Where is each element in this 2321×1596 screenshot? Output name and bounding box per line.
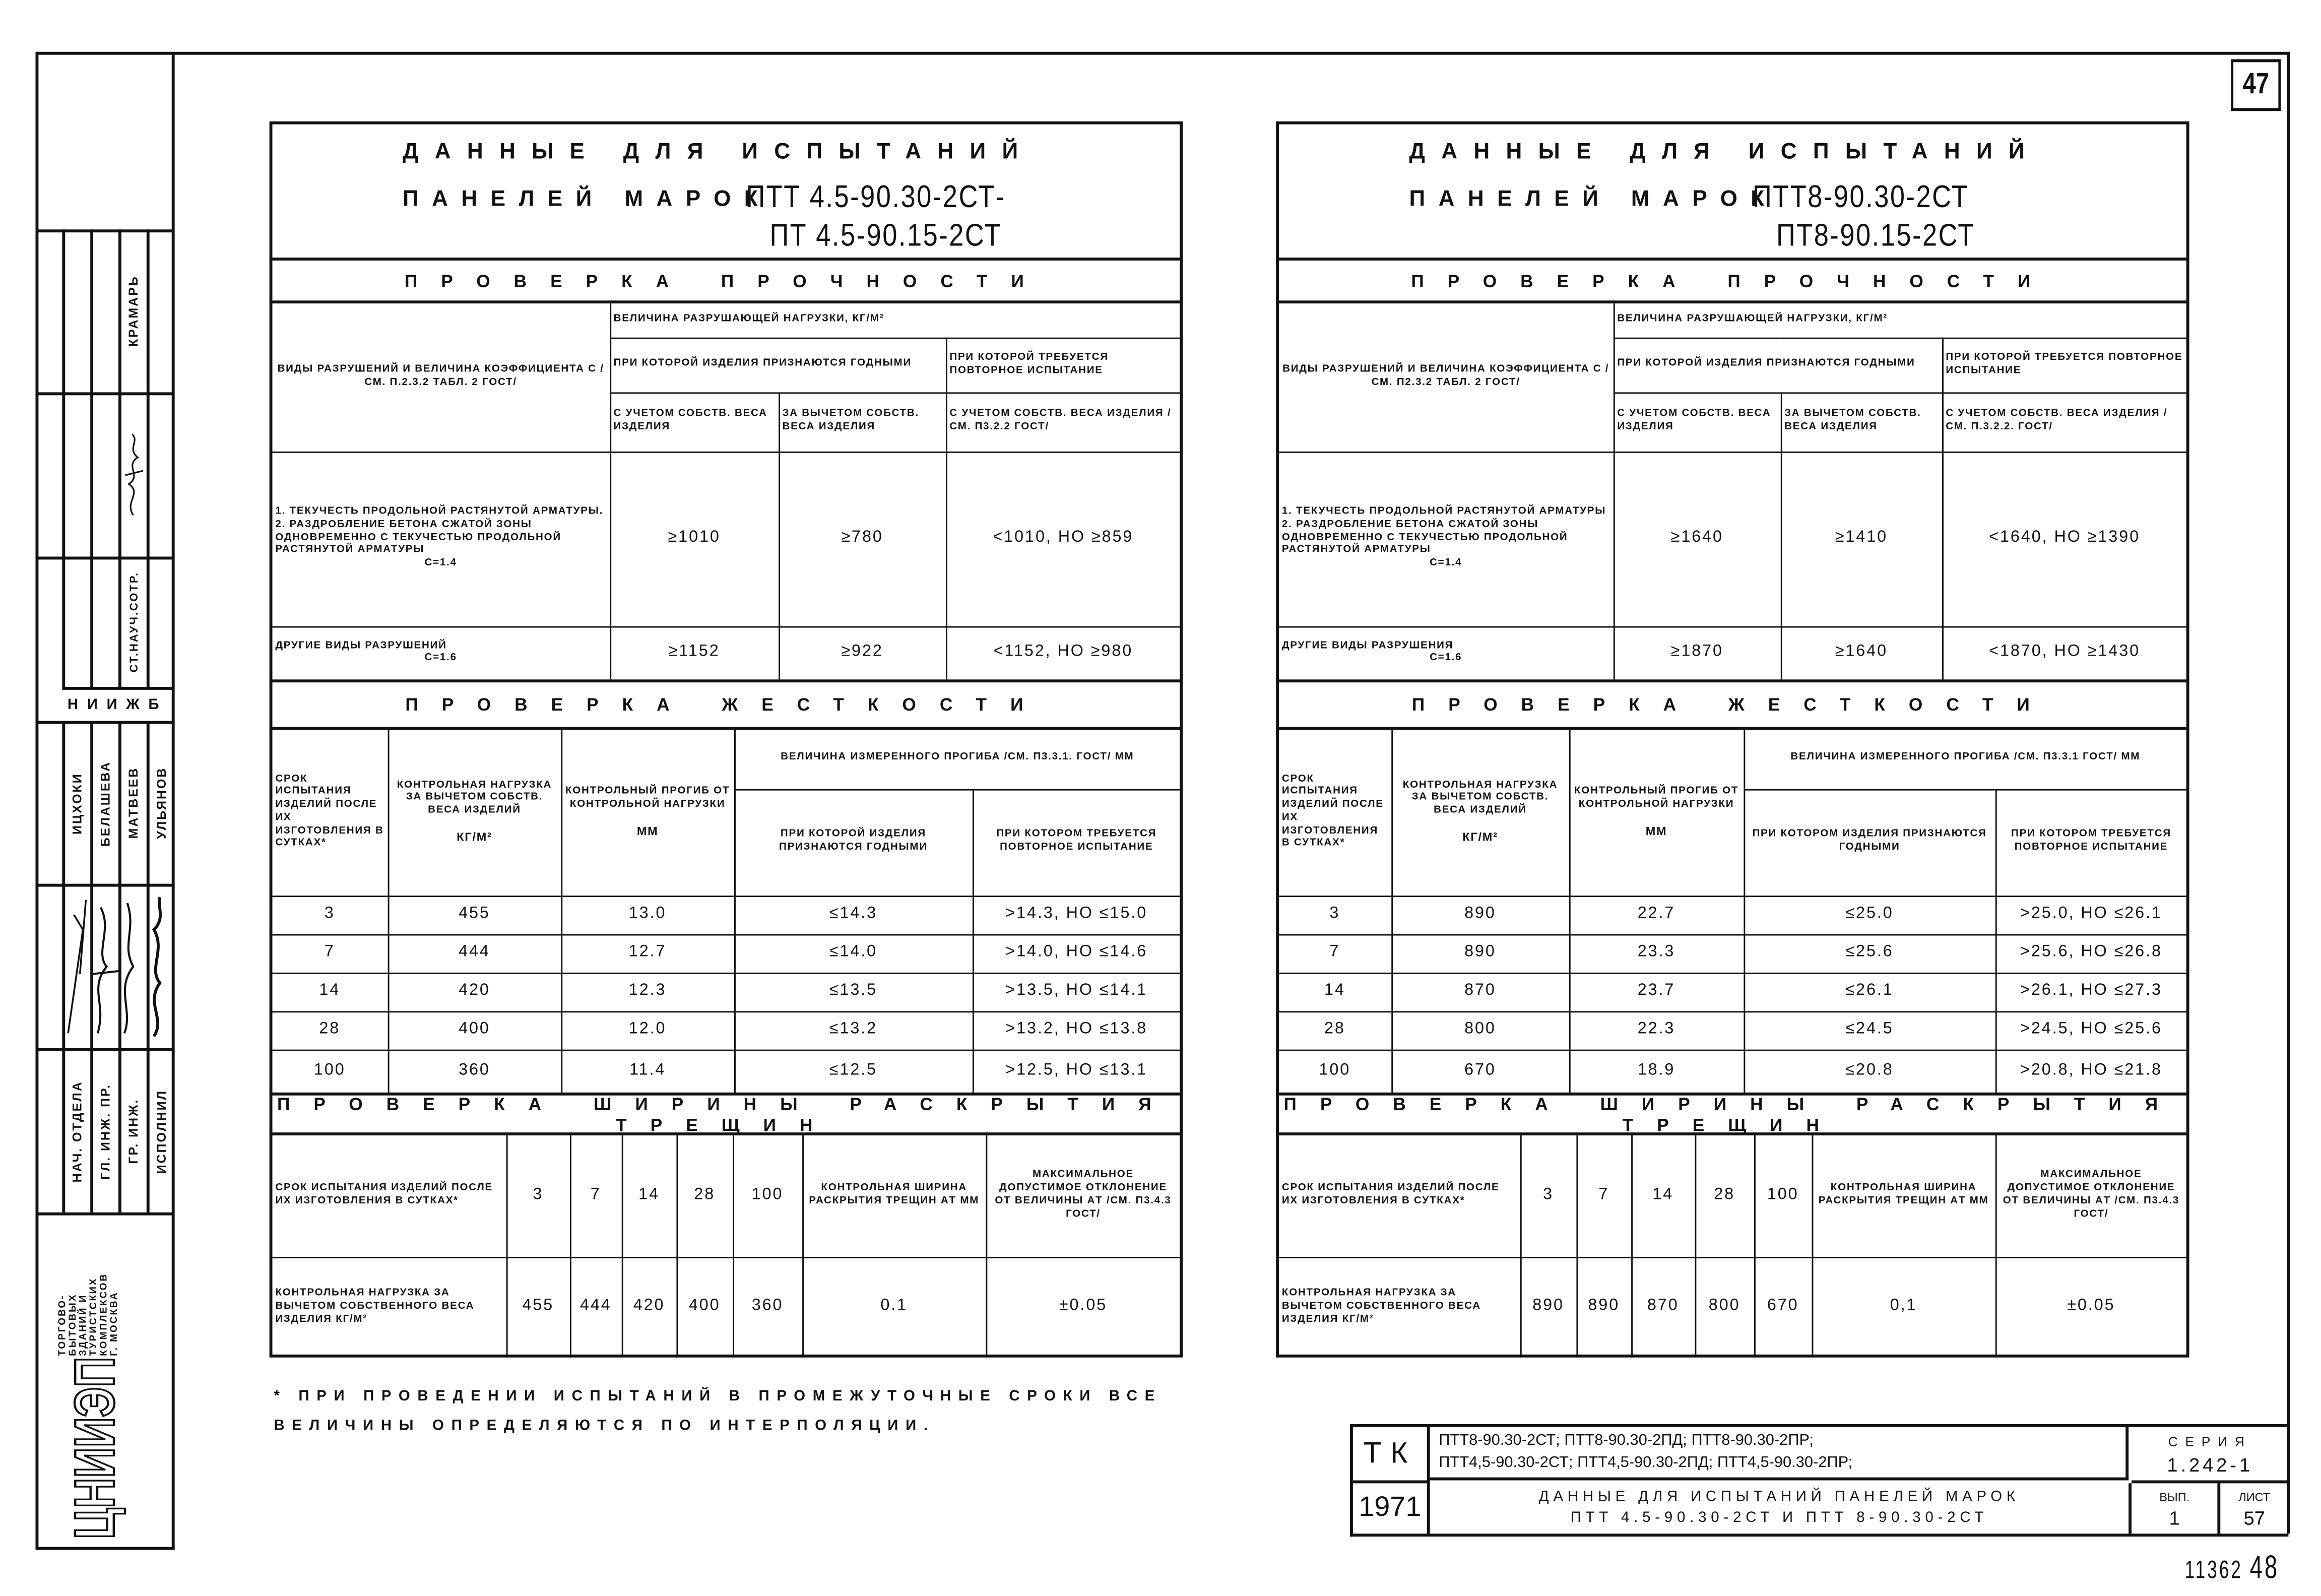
stiffness-table-wrap [1279, 730, 2186, 1096]
stiffness-deflection-value: 22.3 [1569, 1011, 1744, 1049]
test-age-value: 28 [1695, 1135, 1754, 1257]
test-age-value: 7 [1576, 1135, 1631, 1257]
stamp-name: БЕЛАШЕВА [97, 760, 113, 846]
stiffness-age-value: 7 [273, 934, 388, 973]
retest-value: <1010, НО ≥859 [946, 452, 1180, 626]
stiffness-age-value: 7 [1279, 934, 1391, 973]
stamp-name-kramar: КРАМАРЬ [125, 276, 141, 348]
stiffness-age-value: 14 [1279, 973, 1391, 1011]
title-block-sheet-title-line1: ДАННЫЕ ДЛЯ ИСПЫТАНИЙ ПАНЕЛЕЙ МАРОК [1538, 1489, 2020, 1506]
stamp-position: НАЧ. ОТДЕЛА [69, 1080, 84, 1182]
panel-title-mark2: ПТ8-90.15-2СТ [1776, 219, 1975, 253]
stiffness-retest-value: >12.5, НО ≤13.1 [973, 1050, 1180, 1093]
failure-types-header: ВИДЫ РАЗРУШЕНИЙ И ВЕЛИЧИНА КОЭФФИЦИЕНТА С /СМ. П.2.3.2 ТАБЛ. 2 ГОСТ/ [273, 303, 610, 452]
failure-type-cell [273, 452, 610, 626]
measured-deflection-header: ВЕЛИЧИНА ИЗМЕРЕННОГО ПРОГИБА /СМ. П3.3.1 ГОСТ/ ММ [1744, 730, 2186, 789]
issue-label: ВЫП. [2159, 1491, 2190, 1504]
control-load-label: КОНТРОЛЬНАЯ НАГРУЗКА ЗА ВЫЧЕТОМ СОБСТВЕННОГО ВЕСА ИЗДЕЛИЯ КГ/М² [273, 1257, 506, 1358]
stiffness-load-value: 800 [1391, 1011, 1569, 1049]
org-line: ТУРИСТСКИХ [89, 1277, 99, 1356]
panel-ptt8 [1276, 121, 2189, 1358]
control-deflection-header-cell [561, 730, 734, 896]
cracks-row [273, 1257, 1180, 1358]
stiffness-table [273, 730, 1180, 1093]
control-load-header-cell [1391, 730, 1569, 896]
without-own-weight-value: ≥1640 [1781, 626, 1942, 680]
with-own-weight-value: ≥1870 [1614, 626, 1781, 680]
cracks-heading: ПРОВЕРКА ШИРИНЫ РАСКРЫТИЯ ТРЕЩИН [1279, 1096, 2186, 1135]
test-age-header: СРОК ИСПЫТАНИЯ ИЗДЕЛИЙ ПОСЛЕ ИХ ИЗГОТОВЛЕНИЯ В СУТКАХ* [1279, 1135, 1520, 1257]
header-row [273, 730, 1180, 789]
accepted-header: ПРИ КОТОРОЙ ИЗДЕЛИЯ ПРИЗНАЮТСЯ ГОДНЫМИ [610, 338, 946, 393]
header-row [1279, 730, 2186, 789]
org-line: Г. МОСКВА [109, 1291, 120, 1356]
header-row [1279, 303, 2186, 338]
failure-type-cell [1279, 626, 1614, 680]
retest-header: ПРИ КОТОРОЙ ТРЕБУЕТСЯ ПОВТОРНОЕ ИСПЫТАНИЕ [946, 338, 1180, 393]
stiffness-deflection-value: 23.7 [1569, 973, 1744, 1011]
panel-title-line1: ДАННЫЕ ДЛЯ ИСПЫТАНИЙ [1409, 139, 2041, 165]
without-own-weight-header: ЗА ВЫЧЕТОМ СОБСТВ. ВЕСА ИЗДЕЛИЯ [1781, 392, 1942, 452]
frame-right-line [2287, 52, 2290, 1534]
stiffness-row [273, 934, 1180, 973]
stiffness-heading: ПРОВЕРКА ЖЕСТКОСТИ [273, 682, 1180, 730]
test-age-value: 28 [676, 1135, 733, 1257]
stiffness-age-value: 3 [1279, 896, 1391, 934]
stiffness-accepted-value: ≤25.6 [1744, 934, 1995, 973]
stiffness-age-value: 100 [1279, 1050, 1391, 1093]
org-line: БЫТОВЫХ [68, 1293, 79, 1356]
test-age-value: 3 [506, 1135, 570, 1257]
coefficient-c: С=1.4 [424, 558, 457, 569]
sheet-number: 47 [2231, 59, 2281, 111]
stiffness-row [1279, 896, 2186, 934]
stiffness-accepted-value: ≤24.5 [1744, 1011, 1995, 1049]
strength-table-wrap [273, 303, 1180, 682]
strength-row [1279, 626, 2186, 680]
stiffness-load-value: 890 [1391, 934, 1569, 973]
signatures-icon [62, 885, 173, 1048]
cracks-table-wrap [1279, 1135, 2186, 1358]
measured-deflection-header: ВЕЛИЧИНА ИЗМЕРЕННОГО ПРОГИБА /СМ. П3.3.1. ГОСТ/ ММ [734, 730, 1180, 789]
stiffness-load-value: 360 [388, 1050, 561, 1093]
control-deflection-header-cell [1569, 730, 1744, 896]
approval-stamp [37, 53, 173, 1549]
stiffness-age-value: 100 [273, 1050, 388, 1093]
archive-page: 48 [2249, 1548, 2280, 1586]
stiffness-row [273, 1050, 1180, 1093]
signature [120, 394, 147, 556]
stiffness-accepted-value: ≤12.5 [734, 1050, 973, 1093]
strength-row [1279, 452, 2186, 626]
stiffness-deflection-value: 23.3 [1569, 934, 1744, 973]
with-own-weight-value: ≥1640 [1614, 452, 1781, 626]
stiffness-age-value: 28 [1279, 1011, 1391, 1049]
issue-value: 1 [2169, 1507, 2180, 1529]
stiffness-deflection-value: 18.9 [1569, 1050, 1744, 1093]
stiffness-accepted-value: ≤14.0 [734, 934, 973, 973]
retest-value: <1870, НО ≥1430 [1942, 626, 2186, 680]
stiffness-load-value: 890 [1391, 896, 1569, 934]
panel-title [273, 124, 1180, 261]
org-line: ТОРГОВО- [57, 1294, 69, 1356]
control-load-value: 890 [1576, 1257, 1631, 1358]
strength-table-wrap [1279, 303, 2186, 682]
stamp-position-senior-researcher: СТ.НАУЧ.СОТР. [126, 571, 140, 673]
control-deflection-header: КОНТРОЛЬНЫЙ ПРОГИБ ОТ КОНТРОЛЬНОЙ НАГРУЗКИ [565, 786, 730, 810]
cracks-heading: ПРОВЕРКА ШИРИНЫ РАСКРЫТИЯ ТРЕЩИН [273, 1096, 1180, 1135]
coefficient-c: С=1.6 [1430, 653, 1462, 664]
title-block-sheet-title-line2: ПТТ 4.5-90.30-2СТ И ПТТ 8-90.30-2СТ [1570, 1510, 1988, 1526]
stiffness-deflection-value: 22.7 [1569, 896, 1744, 934]
series-value: 1.242-1 [2167, 1453, 2253, 1476]
title-block [1350, 1424, 2288, 1537]
header-row [273, 1135, 1180, 1257]
strength-row [273, 452, 1180, 626]
header-row [273, 303, 1180, 338]
panel-title-line1: ДАННЫЕ ДЛЯ ИСПЫТАНИЙ [403, 139, 1035, 165]
org-line: ЗДАНИЙ И [78, 1294, 89, 1356]
archive-number [2185, 1549, 2280, 1587]
control-load-value: 455 [506, 1257, 570, 1358]
accepted-header: ПРИ КОТОРОЙ ИЗДЕЛИЯ ПРИЗНАЮТСЯ ГОДНЫМИ [734, 789, 973, 896]
control-load-header-cell [388, 730, 561, 896]
control-load-value: 400 [676, 1257, 733, 1358]
frame-top-line [36, 52, 2290, 55]
test-age-value: 3 [1520, 1135, 1577, 1257]
stiffness-retest-value: >14.3, НО ≤15.0 [973, 896, 1180, 934]
stiffness-row [1279, 973, 2186, 1011]
signature-icon [120, 401, 147, 549]
stiffness-table-wrap [273, 730, 1180, 1096]
title-block-marks-line1: ПТТ8-90.30-2СТ; ПТТ8-90.30-2ПД; ПТТ8-90.30-2ПР; [1439, 1431, 1814, 1449]
stiffness-age-value: 14 [273, 973, 388, 1011]
control-crack-width-value: 0.1 [802, 1257, 986, 1358]
control-load-value: 444 [570, 1257, 622, 1358]
control-load-value: 360 [733, 1257, 802, 1358]
sheet-label: ЛИСТ [2238, 1491, 2271, 1504]
panel-title-line2: ПАНЕЛЕЙ МАРОК [1409, 186, 1778, 212]
stiffness-age-value: 3 [273, 896, 388, 934]
series-label: СЕРИЯ [2168, 1434, 2252, 1449]
panel-title-line2: ПАНЕЛЕЙ МАРОК [403, 186, 771, 212]
stiffness-age-value: 28 [273, 1011, 388, 1049]
footnote: * ПРИ ПРОВЕДЕНИИ ИСПЫТАНИЙ В ПРОМЕЖУТОЧНЫЕ СРОКИ ВСЕ ВЕЛИЧИНЫ ОПРЕДЕЛЯЮТСЯ ПО ИНТЕРПОЛЯЦИИ. [274, 1388, 1162, 1435]
title-block-year: 1971 [1353, 1483, 1430, 1534]
retest-header: ПРИ КОТОРОЙ ТРЕБУЕТСЯ ПОВТОРНОЕ ИСПЫТАНИЕ [1942, 338, 2186, 393]
breaking-load-header: ВЕЛИЧИНА РАЗРУШАЮЩЕЙ НАГРУЗКИ, КГ/М² [1614, 303, 2186, 338]
stiffness-accepted-value: ≤26.1 [1744, 973, 1995, 1011]
control-load-header: КОНТРОЛЬНАЯ НАГРУЗКА ЗА ВЫЧЕТОМ СОБСТВ. ВЕСА ИЗДЕЛИЙ [1402, 779, 1558, 816]
retest-header: ПРИ КОТОРОМ ТРЕБУЕТСЯ ПОВТОРНОЕ ИСПЫТАНИЕ [973, 789, 1180, 896]
stiffness-deflection-value: 13.0 [561, 896, 734, 934]
test-age-value: 14 [622, 1135, 677, 1257]
control-load-value: 670 [1754, 1257, 1812, 1358]
stamp-organization [58, 1223, 162, 1356]
stiffness-load-value: 444 [388, 934, 561, 973]
panel-title-mark2: ПТ 4.5-90.15-2СТ [769, 219, 1002, 253]
accepted-header: ПРИ КОТОРОМ ИЗДЕЛИЯ ПРИЗНАЮТСЯ ГОДНЫМИ [1744, 789, 1995, 896]
control-crack-width-header: КОНТРОЛЬНАЯ ШИРИНА РАСКРЫТИЯ ТРЕЩИН AТ ММ [1812, 1135, 1995, 1257]
coefficient-c: С=1.6 [424, 653, 457, 664]
stiffness-row [273, 1011, 1180, 1049]
stiffness-load-value: 420 [388, 973, 561, 1011]
control-load-header: КОНТРОЛЬНАЯ НАГРУЗКА ЗА ВЫЧЕТОМ СОБСТВ. ВЕСА ИЗДЕЛИЙ [397, 779, 552, 816]
cracks-table-wrap [273, 1135, 1180, 1358]
strength-heading: ПРОВЕРКА ПРОЧНОСТИ [273, 261, 1180, 303]
test-age-header: СРОК ИСПЫТАНИЯ ИЗДЕЛИЙ ПОСЛЕ ИХ ИЗГОТОВЛЕНИЯ В СУТКАХ* [1279, 730, 1391, 896]
control-crack-width-header: КОНТРОЛЬНАЯ ШИРИНА РАСКРЫТИЯ ТРЕЩИН AТ ММ [802, 1135, 986, 1257]
with-own-weight-header: С УЧЕТОМ СОБСТВ. ВЕСА ИЗДЕЛИЯ [1614, 392, 1781, 452]
stamp-position: ГР. ИНЖ. [125, 1098, 141, 1164]
stiffness-deflection-value: 12.3 [561, 973, 734, 1011]
stamp-name: УЛЬЯНОВ [153, 767, 168, 840]
stiffness-row [1279, 1050, 2186, 1093]
stamp-name: МАТВЕЕВ [125, 767, 141, 839]
stiffness-retest-value: >26.1, НО ≤27.3 [1995, 973, 2186, 1011]
with-own-weight-header: С УЧЕТОМ СОБСТВ. ВЕСА ИЗДЕЛИЯ [610, 392, 779, 452]
title-block-code: ТК [1353, 1427, 1430, 1484]
stiffness-retest-value: >25.6, НО ≤26.8 [1995, 934, 2186, 973]
panel-title-mark1: ПТТ 4.5-90.30-2СТ- [746, 180, 1006, 215]
stiffness-row [1279, 934, 2186, 973]
without-own-weight-header: ЗА ВЫЧЕТОМ СОБСТВ. ВЕСА ИЗДЕЛИЯ [779, 392, 946, 452]
failure-type: ДРУГИЕ ВИДЫ РАЗРУШЕНИЯ [1281, 640, 1454, 651]
test-age-header: СРОК ИСПЫТАНИЯ ИЗДЕЛИЙ ПОСЛЕ ИХ ИЗГОТОВЛЕНИЯ В СУТКАХ* [273, 1135, 506, 1257]
stamp-name: ИЦХОКИ [69, 772, 84, 834]
stiffness-accepted-value: ≤13.5 [734, 973, 973, 1011]
stiffness-deflection-value: 11.4 [561, 1050, 734, 1093]
title-block-marks-line2: ПТТ4,5-90.30-2СТ; ПТТ4,5-90.30-2ПД; ПТТ4,5-90.30-2ПР; [1439, 1453, 1853, 1472]
strength-table [273, 303, 1180, 679]
stamp-position: ИСПОЛНИЛ [153, 1089, 168, 1173]
accepted-header: ПРИ КОТОРОЙ ИЗДЕЛИЯ ПРИЗНАЮТСЯ ГОДНЫМИ [1614, 338, 1942, 393]
stiffness-retest-value: >24.5, НО ≤25.6 [1995, 1011, 2186, 1049]
stiffness-table [1279, 730, 2186, 1093]
panel-title [1279, 124, 2186, 261]
panel-ptt45 [270, 121, 1183, 1358]
control-load-unit: КГ/М² [1462, 830, 1498, 844]
stiffness-row [1279, 1011, 2186, 1049]
stiffness-row [273, 896, 1180, 934]
test-age-value: 14 [1631, 1135, 1695, 1257]
test-age-value: 100 [733, 1135, 802, 1257]
cracks-table [1279, 1135, 2186, 1358]
stiffness-accepted-value: ≤14.3 [734, 896, 973, 934]
retest-own-weight-header: С УЧЕТОМ СОБСТВ. ВЕСА ИЗДЕЛИЯ /СМ. П.3.2.2. ГОСТ/ [1942, 392, 2186, 452]
retest-own-weight-header: С УЧЕТОМ СОБСТВ. ВЕСА ИЗДЕЛИЯ /СМ. П3.2.2 ГОСТ/ [946, 392, 1180, 452]
control-load-unit: КГ/М² [457, 830, 492, 844]
stiffness-deflection-value: 12.0 [561, 1011, 734, 1049]
stamp-institute: НИИЖБ [67, 696, 168, 713]
control-load-value: 890 [1520, 1257, 1577, 1358]
breaking-load-header: ВЕЛИЧИНА РАЗРУШАЮЩЕЙ НАГРУЗКИ, КГ/М² [610, 303, 1180, 338]
control-load-value: 420 [622, 1257, 677, 1358]
control-load-value: 870 [1631, 1257, 1695, 1358]
without-own-weight-value: ≥780 [779, 452, 946, 626]
org-line: КОМПЛЕКСОВ [99, 1272, 110, 1356]
strength-heading: ПРОВЕРКА ПРОЧНОСТИ [1279, 261, 2186, 303]
failure-type-cell [273, 626, 610, 680]
header-row [1279, 1135, 2186, 1257]
stiffness-retest-value: >13.2, НО ≤13.8 [973, 1011, 1180, 1049]
failure-type: ДРУГИЕ ВИДЫ РАЗРУШЕНИЙ [275, 640, 447, 651]
stiffness-accepted-value: ≤25.0 [1744, 896, 1995, 934]
stiffness-deflection-value: 12.7 [561, 934, 734, 973]
control-deflection-unit: ММ [636, 823, 659, 838]
with-own-weight-value: ≥1152 [610, 626, 779, 680]
retest-value: <1152, НО ≥980 [946, 626, 1180, 680]
with-own-weight-value: ≥1010 [610, 452, 779, 626]
test-age-value: 7 [570, 1135, 622, 1257]
without-own-weight-value: ≥1410 [1781, 452, 1942, 626]
control-deflection-unit: ММ [1645, 823, 1667, 838]
control-load-label: КОНТРОЛЬНАЯ НАГРУЗКА ЗА ВЫЧЕТОМ СОБСТВЕННОГО ВЕСА ИЗДЕЛИЯ КГ/М² [1279, 1257, 1520, 1358]
stiffness-load-value: 455 [388, 896, 561, 934]
retest-header: ПРИ КОТОРОМ ТРЕБУЕТСЯ ПОВТОРНОЕ ИСПЫТАНИЕ [1995, 789, 2186, 896]
control-load-value: 800 [1695, 1257, 1754, 1358]
test-age-value: 100 [1754, 1135, 1812, 1257]
stiffness-heading: ПРОВЕРКА ЖЕСТКОСТИ [1279, 682, 2186, 730]
test-age-header: СРОК ИСПЫТАНИЯ ИЗДЕЛИЙ ПОСЛЕ ИХ ИЗГОТОВЛЕНИЯ В СУТКАХ* [273, 730, 388, 896]
max-deviation-value: ±0.05 [986, 1257, 1180, 1358]
stiffness-load-value: 670 [1391, 1050, 1569, 1093]
stamp-position: ГЛ. ИНЖ. ПР. [97, 1083, 113, 1179]
max-deviation-header: МАКСИМАЛЬНОЕ ДОПУСТИМОЕ ОТКЛОНЕНИЕ ОТ ВЕЛИЧИНЫ AТ /СМ. П3.4.3 ГОСТ/ [1995, 1135, 2186, 1257]
stiffness-retest-value: >13.5, НО ≤14.1 [973, 973, 1180, 1011]
stiffness-load-value: 870 [1391, 973, 1569, 1011]
failure-type: 1. ТЕКУЧЕСТЬ ПРОДОЛЬНОЙ РАСТЯНУТОЙ АРМАТУРЫ. 2. РАЗДРОБЛЕНИЕ БЕТОНА СЖАТОЙ ЗОНЫ ОДНОВРЕМЕННО С ТЕКУЧЕСТЬЮ ПРОДОЛЬНОЙ РАСТЯНУТОЙ АРМАТУРЫ [275, 506, 604, 556]
stiffness-row [273, 973, 1180, 1011]
stiffness-retest-value: >25.0, НО ≤26.1 [1995, 896, 2186, 934]
cniiep-logo: ЦНИИЭП [64, 1357, 127, 1540]
failure-types-header: ВИДЫ РАЗРУШЕНИЙ И ВЕЛИЧИНА КОЭФФИЦИЕНТА С /СМ. П2.3.2 ТАБЛ. 2 ГОСТ/ [1279, 303, 1614, 452]
cracks-table [273, 1135, 1180, 1358]
failure-type: 1. ТЕКУЧЕСТЬ ПРОДОЛЬНОЙ РАСТЯНУТОЙ АРМАТУРЫ 2. РАЗДРОБЛЕНИЕ БЕТОНА СЖАТОЙ ЗОНЫ ОДНОВРЕМЕННО С ТЕКУЧЕСТЬЮ ПРОДОЛЬНОЙ РАСТЯНУТОЙ АРМАТУРЫ [1281, 506, 1606, 556]
strength-row [273, 626, 1180, 680]
control-deflection-header: КОНТРОЛЬНЫЙ ПРОГИБ ОТ КОНТРОЛЬНОЙ НАГРУЗКИ [1574, 786, 1739, 810]
without-own-weight-value: ≥922 [779, 626, 946, 680]
max-deviation-header: МАКСИМАЛЬНОЕ ДОПУСТИМОЕ ОТКЛОНЕНИЕ ОТ ВЕЛИЧИНЫ AТ /СМ. П3.4.3 ГОСТ/ [986, 1135, 1180, 1257]
stiffness-retest-value: >14.0, НО ≤14.6 [973, 934, 1180, 973]
stiffness-accepted-value: ≤13.2 [734, 1011, 973, 1049]
panel-title-mark1: ПТТ8-90.30-2СТ [1753, 180, 1969, 215]
cracks-row [1279, 1257, 2186, 1358]
sheet-value: 57 [2243, 1507, 2266, 1529]
coefficient-c: С=1.4 [1430, 558, 1462, 569]
strength-table [1279, 303, 2186, 679]
stiffness-load-value: 400 [388, 1011, 561, 1049]
stiffness-accepted-value: ≤20.8 [1744, 1050, 1995, 1093]
max-deviation-value: ±0.05 [1995, 1257, 2186, 1358]
archive-inventory: 11362 [2184, 1556, 2243, 1584]
control-crack-width-value: 0,1 [1812, 1257, 1995, 1358]
failure-type-cell [1279, 452, 1614, 626]
stiffness-retest-value: >20.8, НО ≤21.8 [1995, 1050, 2186, 1093]
retest-value: <1640, НО ≥1390 [1942, 452, 2186, 626]
